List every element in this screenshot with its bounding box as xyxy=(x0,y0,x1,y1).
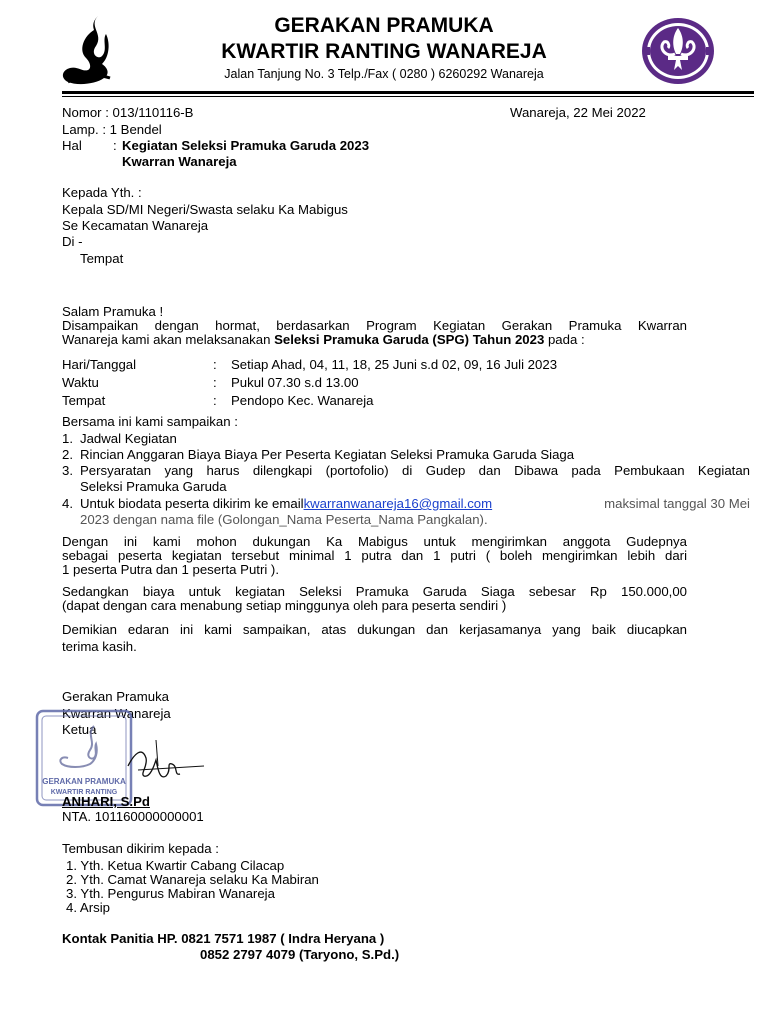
schedule-colon: : xyxy=(213,357,217,372)
letter-number: Nomor : 013/110116-B xyxy=(62,105,194,120)
paragraph-3-line-1: Demikian edaran ini kami sampaikan, atas dukungan dan kerjasamanya yang baik diucapkan xyxy=(62,622,687,637)
attachments-intro: Bersama ini kami sampaikan : xyxy=(62,414,238,429)
cc-item: 3. Yth. Pengurus Mabiran Wanareja xyxy=(66,886,275,901)
paragraph-1-line-3: 1 peserta Putra dan 1 peserta Putri ). xyxy=(62,562,279,577)
schedule-label-place: Tempat xyxy=(62,393,106,408)
intro-line-2 xyxy=(62,332,585,347)
attachment-item: Rincian Anggaran Biaya Biaya Per Peserta Kegiatan Seleksi Pramuka Garuda Siaga xyxy=(80,447,575,462)
cc-item: 2. Yth. Camat Wanareja selaku Ka Mabiran xyxy=(66,872,319,887)
header-rule-thick xyxy=(62,91,754,94)
paragraph-2-line-1: Sedangkan biaya untuk kegiatan Seleksi Pramuka Garuda Siaga sebesar Rp 150.000,00 xyxy=(62,584,687,599)
schedule-value-day: Setiap Ahad, 04, 11, 18, 25 Juni s.d 02, 09, 16 Juli 2023 xyxy=(231,357,558,372)
paragraph-1-line-2: sebagai peserta kegiatan tersebut minimal 1 putra dan 1 putri ( boleh mengirimkan lebih dari xyxy=(62,548,687,563)
attachment-text-a: Untuk biodata peserta dikirim ke email xyxy=(80,496,304,511)
signatory-name: ANHARI, S.Pd xyxy=(62,794,150,809)
recipient-line-3: Se Kecamatan Wanareja xyxy=(62,218,209,233)
subject-label: Hal xyxy=(62,138,82,153)
attachment-item-cont: 2023 dengan nama file (Golongan_Nama Peserta_Nama Pangkalan). xyxy=(80,512,488,527)
intro-line-2c: pada : xyxy=(544,332,585,347)
attachment-num: 3. xyxy=(62,463,73,478)
schedule-label-day: Hari/Tanggal xyxy=(62,357,137,372)
greeting: Salam Pramuka ! xyxy=(62,304,164,319)
recipient-line-1: Kepada Yth. : xyxy=(62,185,142,200)
subject-line-2: Kwarran Wanareja xyxy=(122,154,237,169)
letter-date: Wanareja, 22 Mei 2022 xyxy=(510,105,646,120)
schedule-colon: : xyxy=(213,393,217,408)
branch-title: KWARTIR RANTING WANAREJA xyxy=(221,40,547,63)
paragraph-3-line-2: terima kasih. xyxy=(62,639,137,654)
attachment-num: 2. xyxy=(62,447,73,462)
official-stamp-icon xyxy=(34,708,134,808)
paragraph-2-line-2: (dapat dengan cara menabung setiap minggunya oleh para peserta sendiri ) xyxy=(62,598,507,613)
intro-line-1: Disampaikan dengan hormat, berdasarkan Program Kegiatan Gerakan Pramuka Kwarran xyxy=(62,318,687,333)
attachment-item: Jadwal Kegiatan xyxy=(80,431,177,446)
attachment-num: 4. xyxy=(62,496,73,511)
stamp-text-2: KWARTIR RANTING xyxy=(50,789,118,796)
cc-item: 1. Yth. Ketua Kwartir Cabang Cilacap xyxy=(66,858,285,873)
cc-intro: Tembusan dikirim kepada : xyxy=(62,841,219,856)
address-line: Jalan Tanjung No. 3 Telp./Fax ( 0280 ) 6260292 Wanareja xyxy=(224,67,544,81)
contact-line-1: Kontak Panitia HP. 0821 7571 1987 ( Indra Heryana ) xyxy=(62,931,385,946)
attachment-item: Persyaratan yang harus dilengkapi (portofolio) di Gudep dan Dibawa pada Pembukaan Kegiatan xyxy=(80,463,750,478)
recipient-line-4: Di - xyxy=(62,234,83,249)
schedule-label-time: Waktu xyxy=(62,375,99,390)
attachment-item xyxy=(80,496,750,511)
contact-line-2: 0852 2797 4079 (Taryono, S.Pd.) xyxy=(200,947,400,962)
recipient-line-2: Kepala SD/MI Negeri/Swasta selaku Ka Mabigus xyxy=(62,202,348,217)
attachment-count: Lamp. : 1 Bendel xyxy=(62,122,162,137)
schedule-value-place: Pendopo Kec. Wanareja xyxy=(231,393,374,408)
email-link[interactable]: kwarranwanareja16@gmail.com xyxy=(303,496,493,511)
wosm-emblem-icon xyxy=(638,14,718,88)
subject-line-1: Kegiatan Seleksi Pramuka Garuda 2023 xyxy=(122,138,370,153)
attachment-item-cont: Seleksi Pramuka Garuda xyxy=(80,479,227,494)
recipient-line-5: Tempat xyxy=(80,251,124,266)
header-rule-thin xyxy=(62,96,754,97)
signature-role: Ketua xyxy=(62,722,97,737)
cc-item: 4. Arsip xyxy=(66,900,110,915)
signature-branch: Kwarran Wanareja xyxy=(62,706,171,721)
schedule-value-time: Pukul 07.30 s.d 13.00 xyxy=(231,375,359,390)
stamp-text-1: GERAKAN PRAMUKA xyxy=(42,777,126,786)
attachment-num: 1. xyxy=(62,431,73,446)
signatory-nta: NTA. 101160000000001 xyxy=(62,809,204,824)
event-name: Seleksi Pramuka Garuda (SPG) Tahun 2023 xyxy=(274,332,545,347)
schedule-colon: : xyxy=(213,375,217,390)
attachment-text-b: maksimal tanggal 30 Mei xyxy=(604,496,750,511)
intro-line-2a: Wanareja kami akan melaksanakan xyxy=(62,332,275,347)
org-title: GERAKAN PRAMUKA xyxy=(274,14,494,37)
subject-colon: : xyxy=(113,138,117,153)
handwritten-signature-icon xyxy=(120,736,210,788)
signature-org: Gerakan Pramuka xyxy=(62,689,170,704)
paragraph-1-line-1: Dengan ini kami mohon dukungan Ka Mabigus untuk mengirimkan anggota Gudepnya xyxy=(62,534,687,549)
